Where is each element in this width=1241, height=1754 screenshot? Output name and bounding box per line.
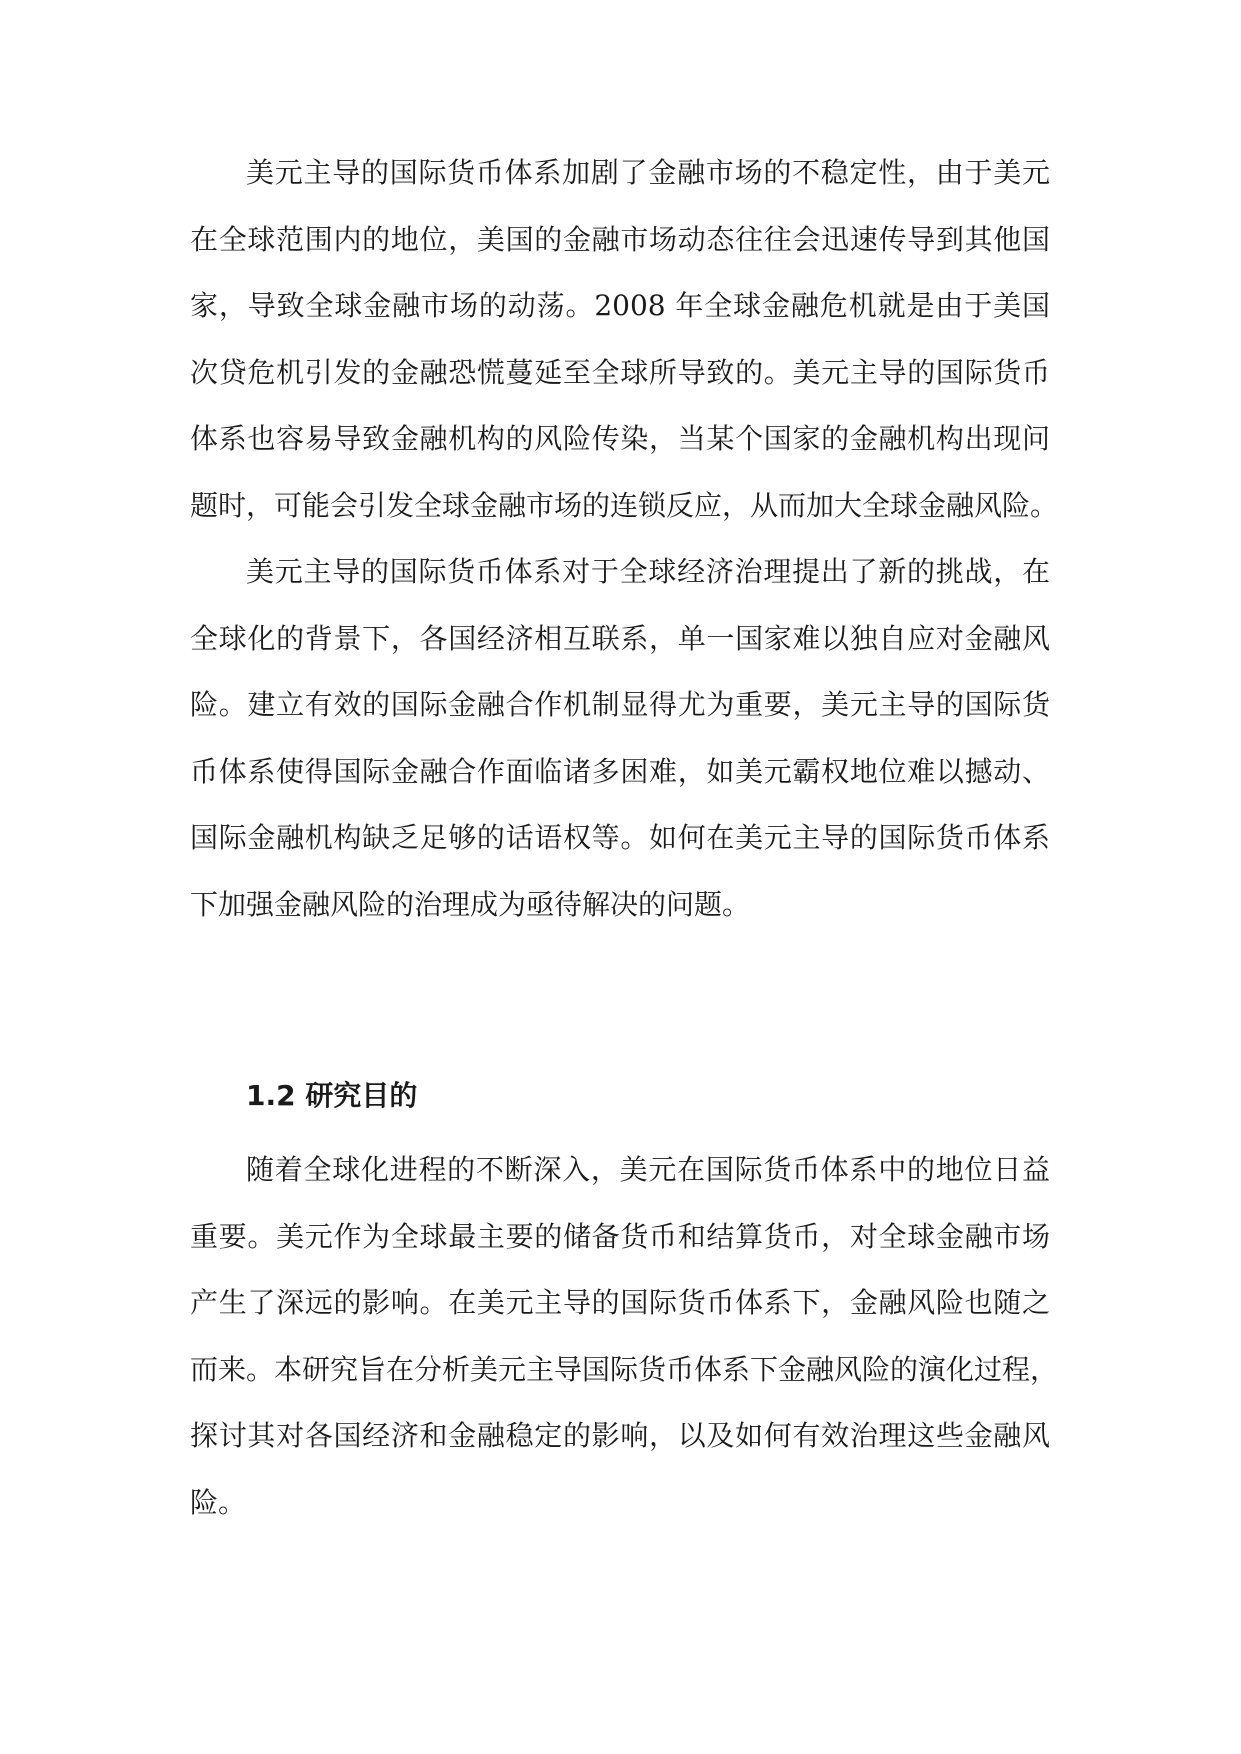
paragraph-line: 产生了深远的影响。在美元主导的国际货币体系下，金融风险也随之 — [190, 1286, 1050, 1319]
paragraph-line: 题时，可能会引发全球金融市场的连锁反应，从而加大全球金融风险。 — [190, 488, 1059, 522]
paragraph-line: 美元主导的国际货币体系对于全球经济治理提出了新的挑战，在 — [246, 555, 1050, 588]
paragraph-2 — [190, 539, 1050, 938]
paragraph-line: 次贷危机引发的金融恐慌蔓延至全球所导致的。美元主导的国际货币 — [190, 355, 1050, 389]
paragraph-1 — [190, 140, 1059, 539]
paragraph-line: 险。建立有效的国际金融合作机制显得尤为重要，美元主导的国际货 — [190, 688, 1050, 721]
paragraph-line: 下加强金融风险的治理成为亟待解决的问题。 — [190, 887, 751, 921]
paragraph-line: 家，导致全球金融市场的动荡。2008 年全球金融危机就是由于美国 — [190, 289, 1050, 322]
section-heading: 1.2 研究目的 — [246, 1079, 418, 1112]
paragraph-line: 探讨其对各国经济和金融稳定的影响，以及如何有效治理这些金融风 — [190, 1419, 1050, 1452]
paragraph-line: 重要。美元作为全球最主要的储备货币和结算货币，对全球金融市场 — [190, 1219, 1050, 1253]
paragraph-line: 全球化的背景下，各国经济相互联系，单一国家难以独自应对金融风 — [190, 621, 1050, 655]
paragraph-line: 险。 — [190, 1485, 247, 1519]
paragraph-line: 而来。本研究旨在分析美元主导国际货币体系下金融风险的演化过程， — [190, 1352, 1059, 1386]
paragraph-line: 国际金融机构缺乏足够的话语权等。如何在美元主导的国际货币体系 — [190, 821, 1050, 854]
paragraph-line: 在全球范围内的地位，美国的金融市场动态往往会迅速传导到其他国 — [190, 222, 1050, 256]
paragraph-line: 币体系使得国际金融合作面临诸多困难，如美元霸权地位难以撼动、 — [190, 754, 1050, 788]
paragraph-line: 美元主导的国际货币体系加剧了金融市场的不稳定性，由于美元 — [246, 156, 1050, 189]
paragraph-line: 随着全球化进程的不断深入，美元在国际货币体系中的地位日益 — [246, 1153, 1050, 1186]
paragraph-line: 体系也容易导致金融机构的风险传染，当某个国家的金融机构出现问 — [190, 422, 1050, 455]
paragraph-3 — [190, 1137, 1059, 1536]
